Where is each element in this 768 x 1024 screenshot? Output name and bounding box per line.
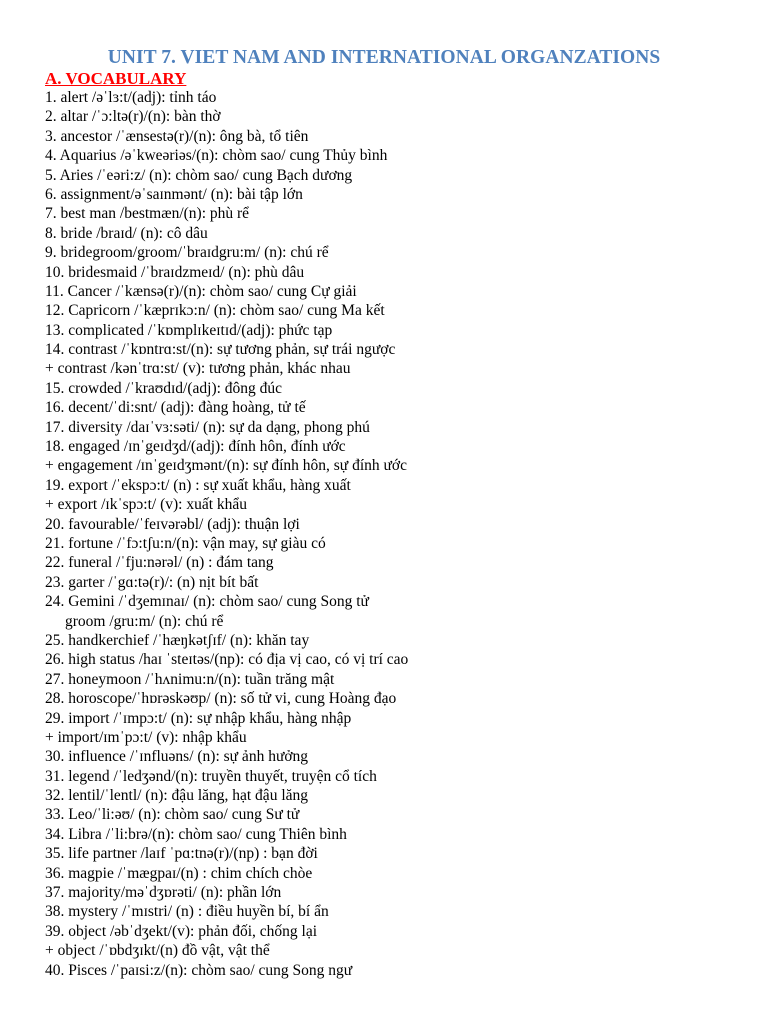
vocabulary-entry: 5. Aries /ˈeəri:z/ (n): chòm sao/ cung Bạch dương (45, 166, 353, 184)
vocabulary-entry: 24. Gemini /ˈdʒemɪnaɪ/ (n): chòm sao/ cung Song tử (45, 593, 369, 611)
vocabulary-entry: groom /gru:m/ (n): chú rể (65, 612, 224, 630)
vocabulary-entry: 8. bride /braɪd/ (n): cô dâu (45, 224, 208, 242)
vocabulary-entry: 21. fortune /ˈfɔ:tʃu:n/(n): vận may, sự giàu có (45, 534, 326, 552)
vocabulary-entry: 36. magpie /ˈmægpaɪ/(n) : chim chích chòe (45, 864, 313, 882)
vocabulary-entry: + engagement /ɪnˈgeɪdʒmənt/(n): sự đính hôn, sự đính ước (45, 457, 407, 475)
vocabulary-entry: 22. funeral /ˈfju:nərəl/ (n) : đám tang (45, 554, 274, 572)
vocabulary-entry: + export /ɪkˈspɔ:t/ (v): xuất khẩu (45, 496, 248, 514)
vocabulary-entry: 15. crowded /ˈkraʊdɪd/(adj): đông đúc (45, 379, 283, 397)
vocabulary-entry: 7. best man /bestmæn/(n): phù rể (45, 205, 250, 223)
vocabulary-entry: 11. Cancer /ˈkænsə(r)/(n): chòm sao/ cung Cự giải (45, 282, 357, 300)
vocabulary-entry: 19. export /ˈekspɔ:t/ (n) : sự xuất khẩu, hàng xuất (45, 476, 351, 494)
vocabulary-entry: 37. majority/məˈdʒɒrəti/ (n): phần lớn (45, 884, 282, 902)
vocabulary-entry: 32. lentil/ˈlentl/ (n): đậu lăng, hạt đậu lăng (45, 787, 309, 805)
vocabulary-entry: 14. contrast /ˈkɒntrɑ:st/(n): sự tương phản, sự trái ngược (45, 341, 396, 359)
vocabulary-entry: 27. honeymoon /ˈhʌnimu:n/(n): tuần trăng mật (45, 670, 335, 688)
vocabulary-entry: + import/ɪmˈpɔ:t/ (v): nhập khẩu (45, 728, 247, 746)
vocabulary-entry: 30. influence /ˈɪnfluəns/ (n): sự ảnh hưởng (45, 748, 309, 766)
vocabulary-entry: 20. favourable/ˈfeɪvərəbl/ (adj): thuận lợi (45, 515, 300, 533)
unit-title: UNIT 7. VIET NAM AND INTERNATIONAL ORGANZATIONS (107, 47, 661, 68)
vocabulary-entry: 28. horoscope/ˈhɒrəskəʊp/ (n): số tử vi, cung Hoàng đạo (45, 690, 397, 708)
vocabulary-entry: 39. object /əbˈdʒekt/(v): phản đối, chống lại (45, 922, 318, 940)
vocabulary-list (45, 88, 745, 980)
vocabulary-entry: 40. Pisces /ˈpaɪsi:z/(n): chòm sao/ cung Song ngư (45, 961, 353, 979)
vocabulary-entry: 26. high status /haɪ ˈsteɪtəs/(np): có địa vị cao, có vị trí cao (45, 651, 409, 669)
vocabulary-entry: 4. Aquarius /əˈkweəriəs/(n): chòm sao/ cung Thủy bình (45, 147, 388, 165)
vocabulary-entry: 3. ancestor /ˈænsestə(r)/(n): ông bà, tổ tiên (45, 127, 309, 145)
vocabulary-entry: 34. Libra /ˈli:brə/(n): chòm sao/ cung Thiên bình (45, 825, 347, 843)
vocabulary-entry: 17. diversity /daɪˈvɜ:səti/ (n): sự da dạng, phong phú (45, 418, 370, 436)
vocabulary-entry: 25. handkerchief /ˈhæŋkətʃɪf/ (n): khăn tay (45, 631, 310, 649)
vocabulary-entry: 33. Leo/ˈli:əʊ/ (n): chòm sao/ cung Sư tử (45, 806, 300, 824)
vocabulary-entry: 35. life partner /laɪf ˈpɑ:tnə(r)/(np) : bạn đời (45, 845, 318, 863)
vocabulary-entry: + contrast /kənˈtrɑ:st/ (v): tương phản, khác nhau (45, 360, 351, 378)
vocabulary-entry: 12. Capricorn /ˈkæprɪkɔ:n/ (n): chòm sao/ cung Ma kết (45, 302, 385, 320)
vocabulary-entry: 13. complicated /ˈkɒmplɪkeɪtɪd/(adj): phức tạp (45, 321, 333, 339)
vocabulary-entry: 38. mystery /ˈmɪstri/ (n) : điều huyền bí, bí ẩn (45, 903, 329, 921)
vocabulary-entry: + object /ˈɒbdʒɪkt/(n) đồ vật, vật thể (45, 942, 270, 960)
vocabulary-entry: 18. engaged /ɪnˈgeɪdʒd/(adj): đính hôn, đính ước (45, 438, 346, 456)
vocabulary-entry: 23. garter /ˈgɑ:tə(r)/: (n) nịt bít bất (45, 573, 259, 591)
section-heading: A. VOCABULARY (45, 69, 187, 88)
vocabulary-entry: 6. assignment/əˈsaɪnmənt/ (n): bài tập lớn (45, 185, 303, 203)
vocabulary-entry: 31. legend /ˈledʒənd/(n): truyền thuyết, truyện cổ tích (45, 767, 377, 785)
vocabulary-entry: 10. bridesmaid /ˈbraɪdzmeɪd/ (n): phù dâu (45, 263, 305, 281)
vocabulary-entry: 2. altar /ˈɔ:ltə(r)/(n): bàn thờ (45, 108, 221, 126)
vocabulary-entry: 16. decent/ˈdi:snt/ (adj): đàng hoàng, tử tế (45, 399, 306, 417)
vocabulary-entry: 9. bridegroom/groom/ˈbraɪdgru:m/ (n): chú rể (45, 244, 329, 262)
vocabulary-entry: 1. alert /əˈlɜ:t/(adj): tỉnh táo (45, 89, 217, 106)
vocabulary-entry: 29. import /ˈɪmpɔ:t/ (n): sự nhập khẩu, hàng nhập (45, 709, 352, 727)
